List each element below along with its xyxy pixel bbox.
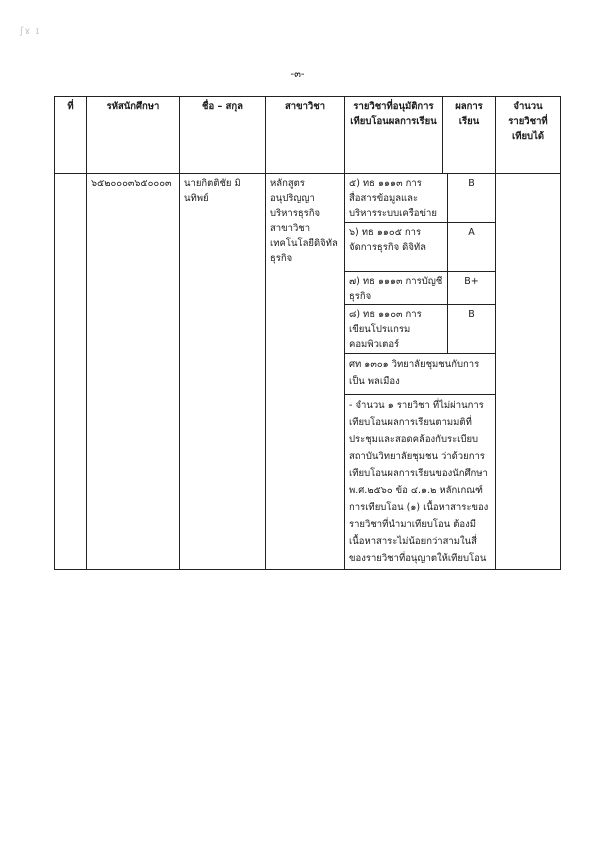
cell-student-id: ๖๕๒๐๐๐๓๖๕๐๐๐๓ <box>87 174 180 570</box>
table-row <box>55 174 561 354</box>
corner-mark: ʃɤ ɪ <box>20 26 41 37</box>
note-cell <box>345 354 496 570</box>
header-grade: ผลการเรียน <box>443 97 496 174</box>
course-row <box>345 272 495 305</box>
course-text: ๗) ทธ ๑๑๑๓ การบัญชีธุรกิจ <box>349 276 443 302</box>
header-approved-courses: รายวิชาที่อนุมัติการเทียบโอนผลการเรียน <box>345 97 443 174</box>
course-grade: A <box>447 223 495 271</box>
header-student-id: รหัสนักศึกษา <box>87 97 180 174</box>
cell-no <box>55 174 87 570</box>
header-name: ชื่อ – สกุล <box>180 97 266 174</box>
transfer-table <box>54 96 561 570</box>
page-number: -๓- <box>290 69 305 80</box>
cell-name: นายกิตติชัย มินทิพย์ <box>180 174 266 570</box>
note-heading: ศท ๑๓๐๑ วิทยาลัยชุมชนกับการเป็น พลเมือง <box>345 354 495 395</box>
course-text: ๕) ทธ ๑๑๑๓ การสื่อสารข้อมูลและ บริหารระบบเครือข่าย <box>349 178 437 219</box>
course-grade: B <box>447 305 495 353</box>
cell-count <box>496 174 561 570</box>
header-program: สาขาวิชา <box>266 97 345 174</box>
course-row <box>345 174 495 223</box>
note-body: - จำนวน ๑ รายวิชา ที่ไม่ผ่านการเทียบโอนผลการเรียนตามมติที่ประชุมและสอดคล้องกับระเบียบสถาบันวิทยาลัยชุมชน ว่าด้วยการเทียบโอนผลการเรียนของนักศึกษา พ.ศ.๒๕๖๐ ข้อ ๔.๑.๒ หลักเกณฑ์การเทียบโอน (๑) เนื้อหาสาระของรายวิชาที่นำมาเทียบโอน ต้องมีเนื้อหาสาระไม่น้อยกว่าสามในสี่ของรายวิชาที่อนุญาตให้เทียบโอน <box>349 400 489 564</box>
table-header-row <box>55 97 561 174</box>
course-text: ๘) ทธ ๑๑๐๓ การเขียนโปรแกรม คอมพิวเตอร์ <box>349 309 422 350</box>
course-grade: B+ <box>447 272 495 304</box>
course-text: ๖) ทธ ๑๑๐๕ การจัดการธุรกิจ ดิจิทัล <box>349 227 426 253</box>
cell-program: หลักสูตร อนุปริญญา บริหารธุรกิจ สาขาวิชา เทคโนโลยีดิจิทัลธุรกิจ <box>266 174 345 570</box>
course-row <box>345 305 495 353</box>
course-grade: B <box>447 174 495 222</box>
header-no: ที่ <box>55 97 87 174</box>
course-row <box>345 223 495 272</box>
course-list-cell <box>345 174 496 354</box>
header-count: จำนวนรายวิชาที่เทียบได้ <box>496 97 561 174</box>
